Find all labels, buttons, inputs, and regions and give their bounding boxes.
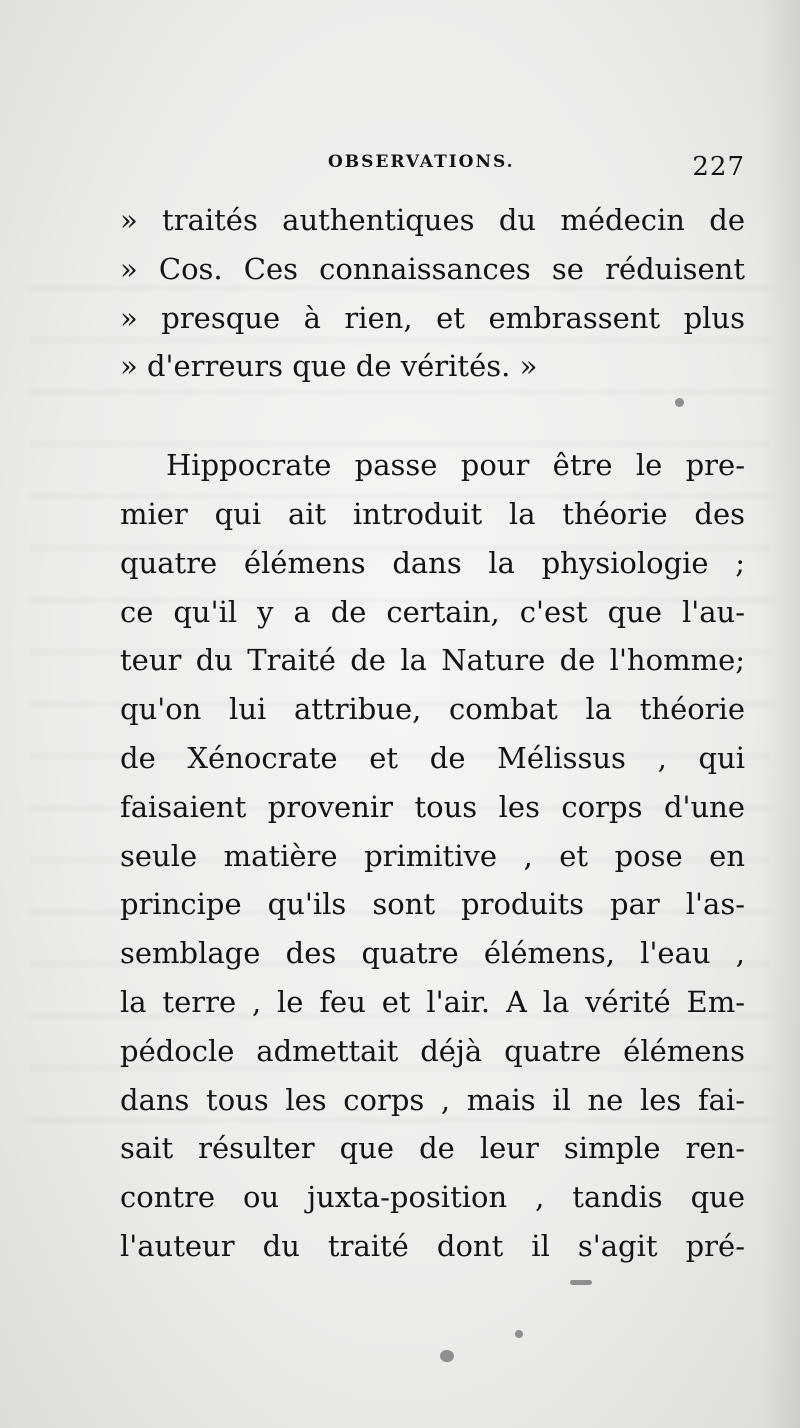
paragraph-hippocrate [120,441,745,1271]
text-line: semblage des quatre élémens, l'eau , [120,936,745,971]
text-line: la terre , le feu et l'air. A la vérité Em- [120,984,745,1019]
running-head: OBSERVATIONS. [328,152,515,172]
ink-spot [570,1280,592,1285]
text-line: pédocle admettait déjà quatre élémens [120,1033,745,1068]
text-line: contre ou juxta-position , tandis que [120,1180,745,1215]
text-line: » d'erreurs que de vérités. » [120,349,538,384]
body-text [120,196,745,1271]
text-line: quatre élémens dans la physiologie ; [120,545,745,580]
text-line: » Cos. Ces connaissances se réduisent [120,251,745,286]
text-line: » presque à rien, et embrassent plus [120,300,745,335]
text-line: l'auteur du traité dont il s'agit pré- [120,1228,745,1263]
text-line: ce qu'il y a de certain, c'est que l'au- [120,594,745,629]
paragraph-quote-end [120,196,745,391]
text-line: de Xénocrate et de Mélissus , qui [120,740,745,775]
paragraph-gap [120,391,745,441]
page-header [120,152,745,192]
text-line: Hippocrate passe pour être le pre- [166,448,745,483]
text-line: seule matière primitive , et pose en [120,838,745,873]
ink-spot [440,1350,454,1362]
text-line: » traités authentiques du médecin de [120,203,745,237]
text-line: principe qu'ils sont produits par l'as- [120,887,745,922]
page-number: 227 [692,152,745,182]
text-line: teur du Traité de la Nature de l'homme; [120,643,745,678]
text-line: sait résulter que de leur simple ren- [120,1131,745,1166]
text-line: faisaient provenir tous les corps d'une [120,789,745,824]
page-edge-shade [760,0,800,1428]
ink-spot [675,398,684,407]
ink-spot [515,1330,523,1338]
text-line: dans tous les corps , mais il ne les fai- [120,1082,745,1117]
text-line: mier qui ait introduit la théorie des [120,496,745,531]
text-line: qu'on lui attribue, combat la théorie [120,692,745,727]
